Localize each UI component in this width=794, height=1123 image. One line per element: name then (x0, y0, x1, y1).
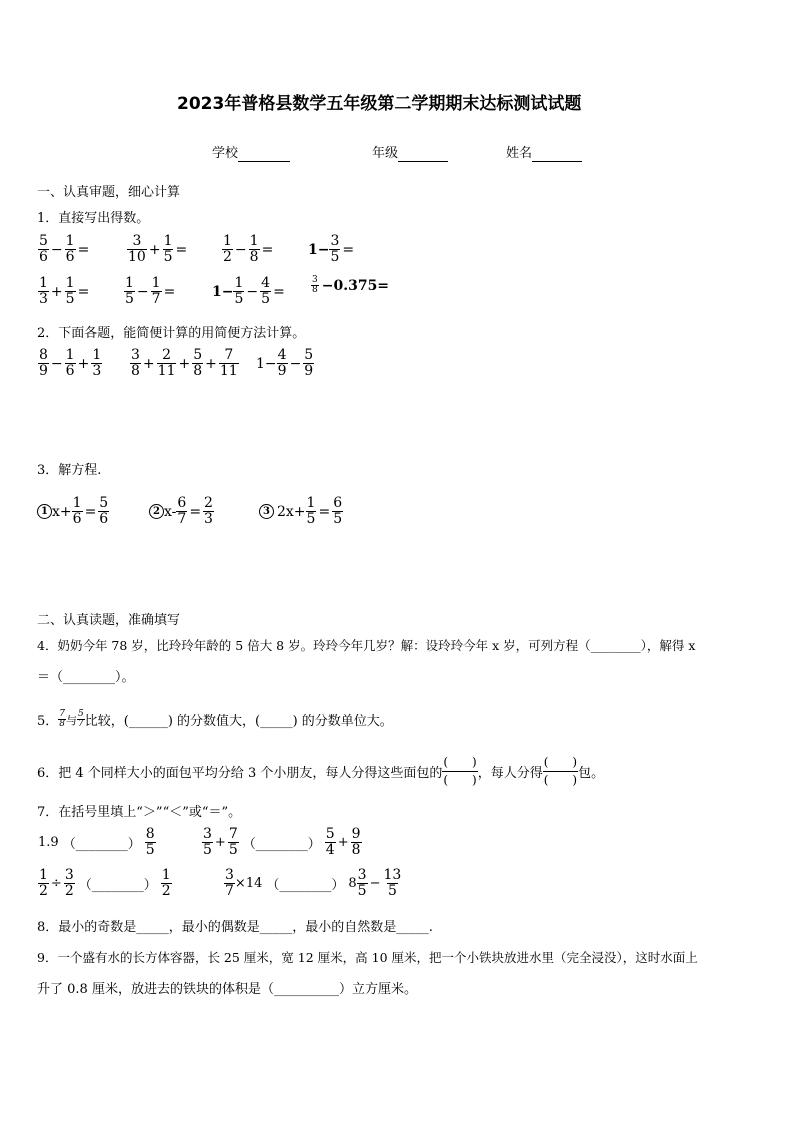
name-blank[interactable] (532, 146, 582, 162)
q7-r1b: $\frac{3}{5}$ + $\frac{7}{5}$ （________） $\frac{5}{4}$ + $\frac{9}{8}$ (203, 826, 361, 858)
fraction: $\frac{6}{7}$ (177, 495, 187, 527)
answer-blank[interactable]: （________） (242, 837, 321, 852)
fraction: $\frac{1}{5}$ (125, 275, 134, 307)
q6: 6．把 4 个同样大小的面包平均分给 3 个小朋友，每人分得这些面包的 $\frac{( )}{( )}$ ，每人分得 $\frac{( )}{( )}$ 包。 (37, 755, 605, 787)
grade-blank[interactable] (398, 146, 448, 162)
fraction: $\frac{1}{7}$ (151, 275, 161, 307)
q4-line2: ＝（________）。 (37, 670, 135, 685)
q3-label: 3．解方程. (37, 463, 102, 478)
q2-expr3: 1− $\frac{4}{9}$ − $\frac{5}{9}$ (256, 347, 314, 379)
q9-line2: 升了 0.8 厘米，放进去的铁块的体积是（__________）立方厘米。 (37, 982, 417, 997)
section2-heading: 二、认真读题，准确填写 (37, 613, 181, 628)
q1-r2-item3: 1− $\frac{1}{5}$ − $\frac{4}{5}$ = (212, 275, 285, 307)
fraction: $\frac{3}{2}$ (64, 867, 74, 899)
answer-fraction[interactable]: $\frac{( )}{( )}$ (443, 755, 477, 787)
circled-number: 3 (259, 504, 274, 519)
q9-line1: 9．一个盛有水的长方体容器，长 25 厘米，宽 12 厘米，高 10 厘米，把一个小铁块放进水里（完全浸没），这时水面上 (37, 950, 698, 965)
q1-r1-item1: $\frac{5}{6}$ − $\frac{1}{6}$ = (39, 233, 90, 265)
fraction: $\frac{1}{5}$ (65, 275, 75, 307)
school-field (212, 142, 290, 162)
q1-r1-item3: $\frac{1}{2}$ − $\frac{1}{8}$ = (223, 233, 274, 265)
fraction: $\frac{5}{8}$ (193, 347, 203, 379)
fraction: $\frac{1}{2}$ (39, 867, 48, 899)
fraction: $\frac{3}{10}$ (128, 233, 146, 265)
q2-expr2: $\frac{3}{8}$ + $\frac{2}{11}$ + $\frac{5}{8}$ + $\frac{7}{11}$ (131, 347, 238, 379)
name-label: 姓名 (506, 146, 533, 161)
fraction: $\frac{4}{9}$ (277, 347, 287, 379)
fraction: $\frac{8}{9}$ (39, 347, 48, 379)
fraction: $\frac{3}{7}$ (225, 867, 234, 899)
circled-number: 1 (37, 504, 52, 519)
fraction: $\frac{9}{8}$ (351, 826, 361, 858)
fraction: $\frac{3}{8}$ (131, 347, 140, 379)
fraction: $\frac{1}{5}$ (306, 495, 316, 527)
q5: 5． $\frac{7}{8}$ 与 $\frac{5}{7}$ 比较，(______) 的分数值大，(_____) 的分数单位大。 (37, 709, 393, 729)
q1-r2-item4: $\frac{3}{8}$ −0.375= (312, 275, 390, 295)
fraction: $\frac{1}{6}$ (65, 347, 75, 379)
q7-r1a: 1.9 （________） $\frac{8}{5}$ (38, 826, 155, 858)
section1-heading: 一、认真审题，细心计算 (37, 185, 181, 200)
fraction: $\frac{13}{5}$ (383, 867, 402, 899)
q1-r2-item2: $\frac{1}{5}$ − $\frac{1}{7}$ = (125, 275, 176, 307)
q1-label: 1．直接写出得数。 (37, 211, 150, 226)
school-blank[interactable] (238, 146, 290, 162)
fraction: $\frac{1}{3}$ (92, 347, 102, 379)
fraction: $\frac{3}{5}$ (203, 826, 212, 858)
fraction: $\frac{1}{6}$ (65, 233, 75, 265)
fraction: $\frac{3}{5}$ (357, 867, 367, 899)
fraction: $\frac{1}{6}$ (72, 495, 82, 527)
q7-r2b: $\frac{3}{7}$ ×14 （________） 8 $\frac{3}{5}$ − $\frac{13}{5}$ (225, 867, 402, 899)
fraction: $\frac{2}{11}$ (157, 347, 176, 379)
answer-blank[interactable]: （________） (78, 878, 157, 893)
fraction: $\frac{8}{5}$ (145, 826, 155, 858)
fraction: $\frac{5}{4}$ (325, 826, 335, 858)
fraction: $\frac{5}{6}$ (99, 495, 109, 527)
fraction: $\frac{5}{7}$ (78, 709, 84, 729)
q1-r1-item2: $\frac{3}{10}$ + $\frac{1}{5}$ = (128, 233, 188, 265)
q4-line1: 4．奶奶今年 78 岁，比玲玲年龄的 5 倍大 8 岁。玲玲今年几岁？解：设玲玲今年 x 岁，可列方程（________），解得 x (37, 638, 696, 653)
fraction: $\frac{6}{5}$ (333, 495, 343, 527)
circled-number: 2 (149, 504, 164, 519)
page-title: 2023年普格县数学五年级第二学期期末达标测试试题 (177, 94, 582, 114)
fraction: $\frac{1}{5}$ (163, 233, 173, 265)
fraction: $\frac{4}{5}$ (261, 275, 271, 307)
fraction: $\frac{7}{5}$ (228, 826, 238, 858)
fraction: $\frac{5}{6}$ (39, 233, 48, 265)
answer-blank[interactable]: （________） (62, 837, 141, 852)
q2-label: 2．下面各题，能简便计算的用简便方法计算。 (37, 326, 306, 341)
fraction: $\frac{1}{3}$ (39, 275, 48, 307)
fraction: $\frac{5}{9}$ (304, 347, 314, 379)
name-field (506, 142, 582, 162)
q3-eq1: 1 x+ $\frac{1}{6}$ = $\frac{5}{6}$ (37, 496, 109, 527)
q1-r1-item4: 1− $\frac{3}{5}$ = (308, 233, 355, 265)
school-label: 学校 (212, 146, 239, 161)
fraction: $\frac{1}{8}$ (249, 233, 259, 265)
q2-expr1: $\frac{8}{9}$ − $\frac{1}{6}$ + $\frac{1}{3}$ (39, 347, 102, 379)
q7-label: 7．在括号里填上“＞”“＜”或“＝”。 (37, 805, 242, 820)
answer-fraction[interactable]: $\frac{( )}{( )}$ (543, 755, 578, 787)
q1-r2-item1: $\frac{1}{3}$ + $\frac{1}{5}$ = (39, 275, 90, 307)
fraction: $\frac{1}{5}$ (234, 275, 244, 307)
q3-eq2: 2 x- $\frac{6}{7}$ = $\frac{2}{3}$ (149, 496, 214, 527)
fraction: $\frac{3}{8}$ (312, 275, 318, 295)
answer-blank[interactable]: （________） (266, 878, 345, 893)
fraction: $\frac{7}{8}$ (59, 709, 66, 729)
fraction: $\frac{3}{5}$ (330, 233, 340, 265)
q8-text: 8．最小的奇数是_____，最小的偶数是_____，最小的自然数是_____. (37, 920, 433, 935)
fraction: $\frac{2}{3}$ (204, 495, 213, 527)
q3-eq3: 3 2x+ $\frac{1}{5}$ = $\frac{6}{5}$ (259, 496, 343, 527)
fraction: $\frac{1}{2}$ (161, 867, 171, 899)
q7-r2a: $\frac{1}{2}$ ÷ $\frac{3}{2}$ （________） $\frac{1}{2}$ (39, 867, 171, 899)
fraction: $\frac{7}{11}$ (219, 347, 238, 379)
grade-label: 年级 (372, 146, 399, 161)
fraction: $\frac{1}{2}$ (223, 233, 232, 265)
grade-field (372, 142, 448, 162)
